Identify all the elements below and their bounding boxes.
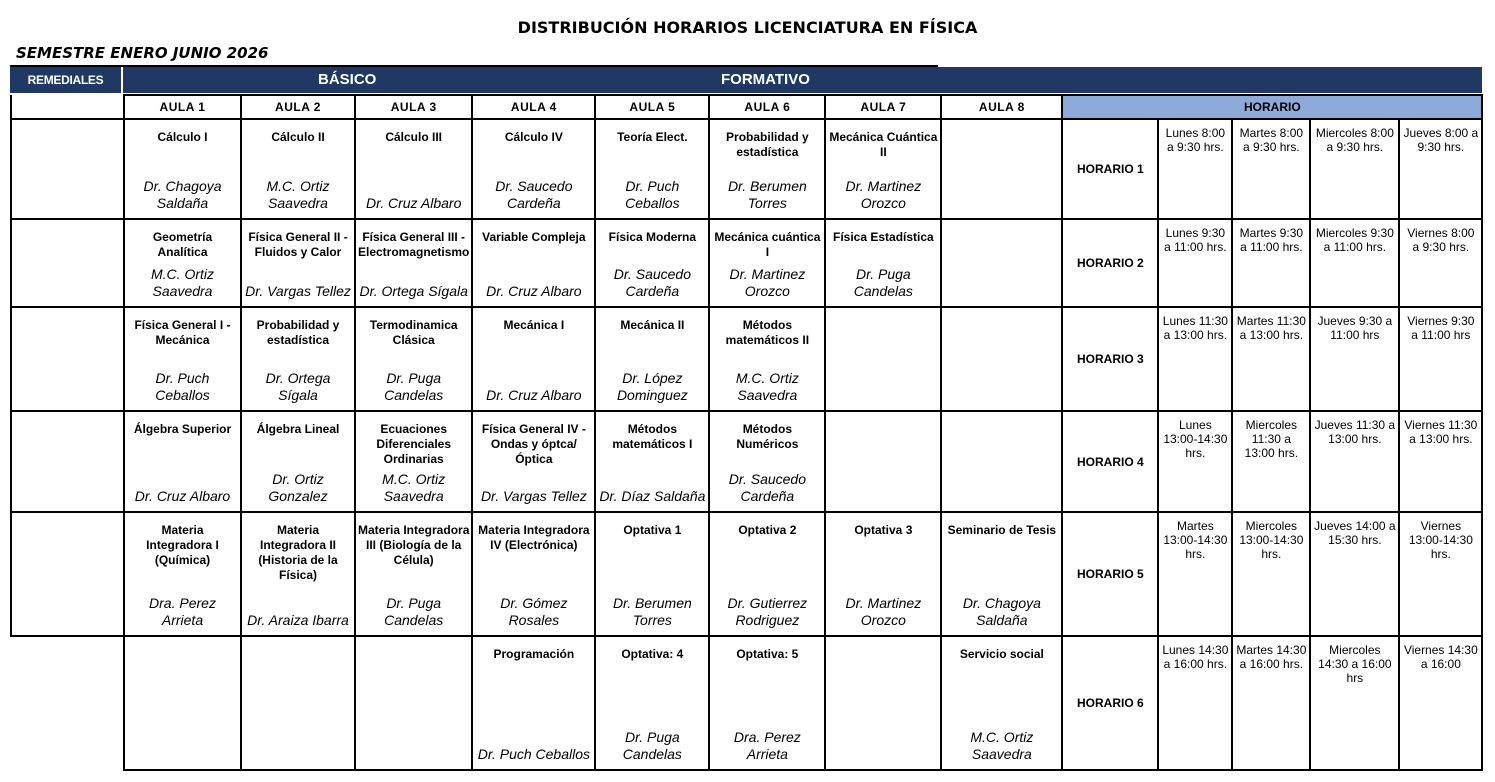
semester-label: SEMESTRE ENERO JUNIO 2026 <box>16 44 269 62</box>
course-cell <box>124 636 241 770</box>
schedule-row <box>11 636 1482 770</box>
course-cell <box>941 119 1062 219</box>
course-cell <box>241 636 355 770</box>
course-cell <box>709 119 825 219</box>
aula-header: AULA 8 <box>941 95 1062 119</box>
professor-name: Dr. López Dominguez <box>616 370 688 403</box>
aula-header: AULA 2 <box>241 95 355 119</box>
course-block <box>712 418 822 505</box>
course-block <box>828 126 938 212</box>
professor-name: M.C. Ortiz Saavedra <box>735 370 799 403</box>
course-block <box>475 314 592 404</box>
course-cell <box>825 512 941 636</box>
course-block <box>475 226 592 300</box>
course-cell <box>241 307 355 411</box>
time-slot: Martes 13:00-14:30 hrs. <box>1158 512 1232 636</box>
professor-name: Dr. Vargas Tellez <box>480 488 587 504</box>
course-name: Cálculo III <box>385 130 443 144</box>
course-cell <box>472 512 595 636</box>
professor-name: Dr. Ortiz Gonzalez <box>268 471 328 504</box>
course-cell <box>124 512 241 636</box>
course-block <box>244 519 352 629</box>
formativo-header: FORMATIVO <box>721 71 810 88</box>
schedule-row <box>11 119 1482 219</box>
professor-name: Dr. Ortega Sígala <box>265 370 331 403</box>
course-block <box>127 418 238 505</box>
course-block <box>712 519 822 629</box>
time-slot: Lunes 9:30 a 11:00 hrs. <box>1158 219 1232 307</box>
time-slot: Miercoles 14:30 a 16:00 hrs <box>1310 636 1399 770</box>
professor-name: Dr. Puga Candelas <box>853 266 913 299</box>
course-block <box>127 126 238 212</box>
course-block <box>598 418 706 505</box>
time-slot: Miercoles 13:00-14:30 hrs. <box>1232 512 1310 636</box>
time-slot: Miercoles 8:00 a 9:30 hrs. <box>1310 119 1399 219</box>
time-slot: Jueves 14:00 a 15:30 hrs. <box>1310 512 1399 636</box>
course-block <box>944 643 1059 763</box>
course-block <box>358 314 469 404</box>
remedial-cell <box>11 119 124 219</box>
course-cell <box>241 512 355 636</box>
horario-label: HORARIO 5 <box>1062 512 1158 636</box>
course-cell <box>355 119 472 219</box>
course-block <box>712 643 822 763</box>
professor-name: M.C. Ortiz Saavedra <box>151 266 214 299</box>
course-block <box>475 519 592 629</box>
course-name: Métodos matemáticos I <box>612 422 693 451</box>
course-block <box>712 126 822 212</box>
professor-name: M.C. Ortiz Saavedra <box>382 471 446 504</box>
course-block <box>358 519 469 629</box>
course-cell <box>941 512 1062 636</box>
course-block <box>358 643 469 763</box>
aula-header: AULA 4 <box>472 95 595 119</box>
time-slot: Viernes 11:30 a 13:00 hrs. <box>1399 411 1482 512</box>
time-slot: Viernes 13:00-14:30 hrs. <box>1399 512 1482 636</box>
professor-name: Dr. Saucedo Cardeña <box>613 266 692 299</box>
horario-label: HORARIO 2 <box>1062 219 1158 307</box>
schedule-row <box>11 307 1482 411</box>
course-cell <box>124 411 241 512</box>
course-block <box>944 418 1059 505</box>
course-block <box>475 126 592 212</box>
remedial-cell <box>11 219 124 307</box>
course-block <box>358 418 469 505</box>
course-cell <box>941 219 1062 307</box>
course-block <box>828 643 938 763</box>
course-name: Materia Integradora III (Biología de la Célula) <box>358 523 470 567</box>
horario-label: HORARIO 1 <box>1062 119 1158 219</box>
professor-name: Dr. Gómez Rosales <box>500 595 568 628</box>
professor-name: M.C. Ortiz Saavedra <box>266 178 330 211</box>
schedule-table <box>10 94 1483 771</box>
course-name: Cálculo I <box>157 130 208 144</box>
course-cell <box>472 307 595 411</box>
course-block <box>598 314 706 404</box>
course-name: Física General II - Fluidos y Calor <box>248 230 348 259</box>
course-cell <box>941 307 1062 411</box>
time-slot: Viernes 8:00 a 9:30 hrs. <box>1399 219 1482 307</box>
course-block <box>944 314 1059 404</box>
professor-name: Dr. Chagoya Saldaña <box>143 178 222 211</box>
course-cell <box>472 411 595 512</box>
course-name: Física Estadística <box>833 230 934 244</box>
course-cell <box>355 512 472 636</box>
course-name: Materia Integradora I (Química) <box>146 523 219 567</box>
course-cell <box>355 411 472 512</box>
course-name: Programación <box>493 647 575 661</box>
professor-name: Dr. Saucedo Cardeña <box>495 178 573 211</box>
course-block <box>475 418 592 505</box>
professor-name: Dr. Berumen Torres <box>727 178 807 211</box>
course-name: Optativa 2 <box>738 523 797 537</box>
course-name: Física General III -Electromagnetismo <box>358 230 470 259</box>
aula-header: AULA 7 <box>825 95 941 119</box>
professor-name: Dr. Puch Ceballos <box>477 746 591 762</box>
course-name: Mecánica Cuántica II <box>829 130 938 159</box>
professor-name: Dr. Araiza Ibarra <box>247 612 349 628</box>
course-cell <box>595 411 709 512</box>
course-name: Geometría Analítica <box>152 230 213 259</box>
course-cell <box>595 307 709 411</box>
horario-header: HORARIO <box>1062 95 1482 119</box>
course-name: Cálculo IV <box>504 130 563 144</box>
course-cell <box>472 219 595 307</box>
course-block <box>358 226 469 300</box>
professor-name: Dr. Puch Ceballos <box>625 178 680 211</box>
horario-label: HORARIO 3 <box>1062 307 1158 411</box>
professor-name: Dr. Puga Candelas <box>622 729 682 762</box>
course-name: Seminario de Tesis <box>947 523 1057 537</box>
page-title: DISTRIBUCIÓN HORARIOS LICENCIATURA EN FÍSICA <box>517 18 978 37</box>
professor-name: Dr. Chagoya Saldaña <box>962 595 1041 628</box>
aula-header: AULA 3 <box>355 95 472 119</box>
course-name: Física General IV -Ondas y óptca/ Óptica <box>481 422 586 466</box>
course-name: Ecuaciones Diferenciales Ordinarias <box>376 422 452 466</box>
course-block <box>712 226 822 300</box>
course-cell <box>825 307 941 411</box>
professor-name: Dr. Puga Candelas <box>384 370 444 403</box>
course-block <box>598 519 706 629</box>
professor-name: M.C. Ortiz Saavedra <box>970 729 1034 762</box>
course-block <box>828 226 938 300</box>
professor-name: Dr. Martinez Orozco <box>845 595 922 628</box>
course-cell <box>825 219 941 307</box>
time-slot: Lunes 8:00 a 9:30 hrs. <box>1158 119 1232 219</box>
remedial-cell <box>11 512 124 636</box>
course-block <box>127 226 238 300</box>
professor-name: Dr. Martinez Orozco <box>845 178 922 211</box>
aula-header: AULA 6 <box>709 95 825 119</box>
course-cell <box>355 307 472 411</box>
course-cell <box>595 636 709 770</box>
course-block <box>944 226 1059 300</box>
remediales-header: REMEDIALES <box>10 67 121 93</box>
course-cell <box>355 219 472 307</box>
professor-name: Dr. Berumen Torres <box>612 595 692 628</box>
course-block <box>944 126 1059 212</box>
course-block <box>598 643 706 763</box>
course-block <box>712 314 822 404</box>
schedule-row <box>11 219 1482 307</box>
course-block <box>127 519 238 629</box>
time-slot: Martes 14:30 a 16:00 hrs. <box>1232 636 1310 770</box>
remediales-header-cell <box>11 95 124 119</box>
time-slot: Miercoles 11:30 a 13:00 hrs. <box>1232 411 1310 512</box>
course-name: Física General I - Mecánica <box>134 318 231 347</box>
course-cell <box>472 119 595 219</box>
course-name: Física Moderna <box>608 230 697 244</box>
schedule-row <box>11 411 1482 512</box>
course-block <box>244 126 352 212</box>
basico-header: BÁSICO <box>318 71 377 88</box>
course-block <box>127 314 238 404</box>
professor-name: Dr. Cruz Albaro <box>134 488 231 504</box>
course-cell <box>941 411 1062 512</box>
course-name: Servicio social <box>959 647 1044 661</box>
course-block <box>598 226 706 300</box>
time-slot: Viernes 14:30 a 16:00 <box>1399 636 1482 770</box>
time-slot: Martes 8:00 a 9:30 hrs. <box>1232 119 1310 219</box>
course-name: Álgebra Superior <box>133 422 232 436</box>
professor-name: Dr. Cruz Albaro <box>365 195 462 211</box>
course-cell <box>709 411 825 512</box>
course-block <box>598 126 706 212</box>
professor-name: Dra. Perez Arrieta <box>149 595 216 628</box>
aula-header: AULA 1 <box>124 95 241 119</box>
course-block <box>244 418 352 505</box>
schedule-row <box>11 512 1482 636</box>
course-block <box>127 643 238 763</box>
professor-name: Dr. Puga Candelas <box>384 595 444 628</box>
course-block <box>828 519 938 629</box>
course-block <box>828 314 938 404</box>
time-slot: Lunes 13:00-14:30 hrs. <box>1158 411 1232 512</box>
course-cell <box>595 219 709 307</box>
time-slot: Martes 9:30 a 11:00 hrs. <box>1232 219 1310 307</box>
course-name: Álgebra Lineal <box>256 422 340 436</box>
course-block <box>944 519 1059 629</box>
course-cell <box>472 636 595 770</box>
course-name: Métodos Numéricos <box>736 422 799 451</box>
course-cell <box>825 119 941 219</box>
course-cell <box>709 636 825 770</box>
course-block <box>475 643 592 763</box>
course-cell <box>595 119 709 219</box>
course-name: Mecánica I <box>503 318 565 332</box>
time-slot: Jueves 8:00 a 9:30 hrs. <box>1399 119 1482 219</box>
remedial-cell <box>11 411 124 512</box>
professor-name: Dr. Gutierrez Rodriguez <box>727 595 808 628</box>
time-slot: Martes 11:30 a 13:00 hrs. <box>1232 307 1310 411</box>
course-name: Métodos matemáticos II <box>725 318 810 347</box>
professor-name: Dr. Ortega Sígala <box>359 283 468 299</box>
time-slot: Jueves 11:30 a 13:00 hrs. <box>1310 411 1399 512</box>
header-row <box>11 95 1482 119</box>
horario-label: HORARIO 6 <box>1062 636 1158 770</box>
professor-name: Dr. Martinez Orozco <box>729 266 806 299</box>
course-cell <box>124 307 241 411</box>
course-cell <box>709 512 825 636</box>
course-name: Optativa: 5 <box>736 647 799 661</box>
course-block <box>244 226 352 300</box>
professor-name: Dr. Vargas Tellez <box>245 283 351 299</box>
course-cell <box>241 411 355 512</box>
course-name: Variable Compleja <box>482 230 586 244</box>
professor-name: Dra. Perez Arrieta <box>733 729 801 762</box>
time-slot: Miercoles 9:30 a 11:00 hrs. <box>1310 219 1399 307</box>
course-name: Materia Integradora II (Historia de la Física) <box>258 523 338 582</box>
course-name: Probabilidad y estadística <box>726 130 809 159</box>
course-block <box>828 418 938 505</box>
course-cell <box>124 219 241 307</box>
course-name: Mecánica II <box>620 318 685 332</box>
remedial-cell <box>11 307 124 411</box>
professor-name: Dr. Díaz Saldaña <box>599 488 706 504</box>
course-cell <box>709 307 825 411</box>
horario-label: HORARIO 4 <box>1062 411 1158 512</box>
course-name: Cálculo II <box>271 130 325 144</box>
section-header-bar <box>123 67 1482 93</box>
course-name: Mecánica cuántica I <box>714 230 821 259</box>
time-slot: Viernes 9:30 a 11:00 hrs <box>1399 307 1482 411</box>
course-block <box>358 126 469 212</box>
time-slot: Lunes 11:30 a 13:00 hrs. <box>1158 307 1232 411</box>
aula-header: AULA 5 <box>595 95 709 119</box>
course-cell <box>941 636 1062 770</box>
course-name: Materia Integradora IV (Electrónica) <box>478 523 590 552</box>
time-slot: Lunes 14:30 a 16:00 hrs. <box>1158 636 1232 770</box>
course-block <box>244 643 352 763</box>
course-cell <box>709 219 825 307</box>
professor-name: Dr. Puch Ceballos <box>155 370 210 403</box>
time-slot: Jueves 9:30 a 11:00 hrs <box>1310 307 1399 411</box>
course-cell <box>825 411 941 512</box>
course-cell <box>595 512 709 636</box>
professor-name: Dr. Saucedo Cardeña <box>728 471 807 504</box>
course-cell <box>355 636 472 770</box>
course-cell <box>241 219 355 307</box>
course-name: Optativa 1 <box>623 523 682 537</box>
course-name: Probabilidad y estadística <box>256 318 340 347</box>
remedial-cell <box>11 636 124 770</box>
professor-name: Dr. Cruz Albaro <box>486 283 582 299</box>
course-name: Optativa: 4 <box>621 647 684 661</box>
professor-name: Dr. Cruz Albaro <box>486 387 582 403</box>
course-block <box>244 314 352 404</box>
course-cell <box>241 119 355 219</box>
course-cell <box>825 636 941 770</box>
course-name: Optativa 3 <box>854 523 913 537</box>
course-name: Teoría Elect. <box>617 130 688 144</box>
course-cell <box>124 119 241 219</box>
course-name: Termodinamica Clásica <box>369 318 458 347</box>
